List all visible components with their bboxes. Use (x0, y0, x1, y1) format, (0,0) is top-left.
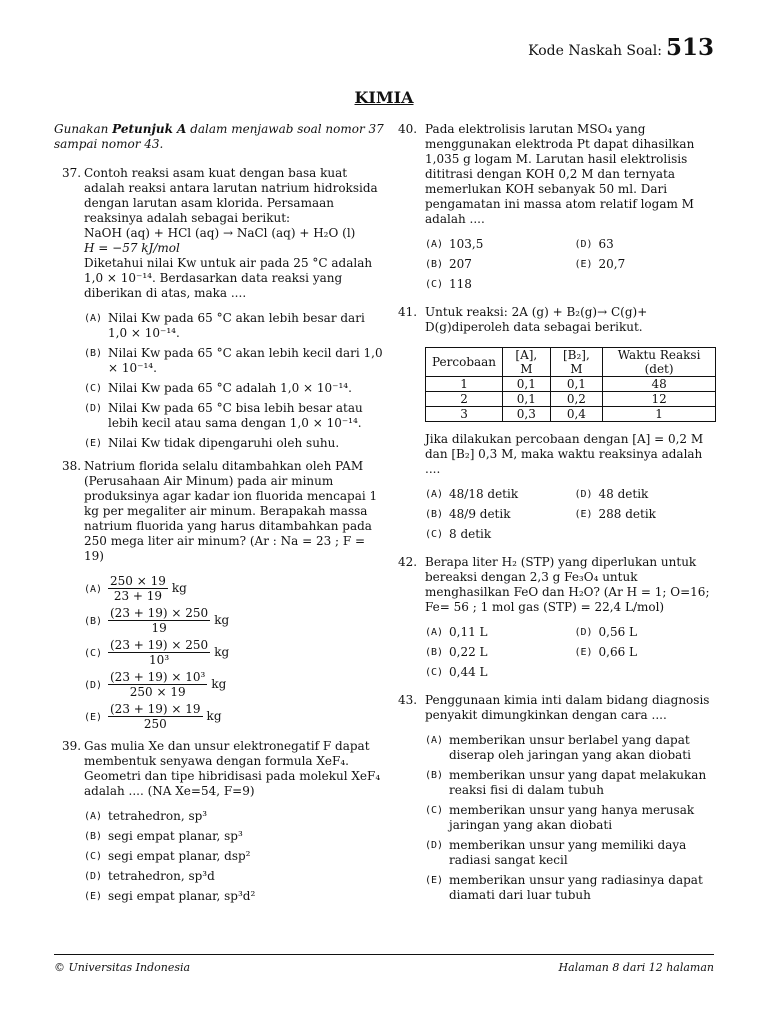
page-title: KIMIA (354, 88, 414, 107)
option-e[interactable]: (E) 0,66 L (574, 645, 638, 659)
footer-page-number: Halaman 8 dari 12 halaman (558, 961, 714, 974)
question-number: 43. (398, 693, 418, 707)
options (84, 574, 384, 731)
table-row: 2 0,1 0,2 12 (426, 392, 716, 407)
question-39 (54, 739, 384, 904)
question-text: Gas mulia Xe dan unsur elektronegatif F dapat membentuk senyawa dengan formula XeF₄. Geometri dan tipe hibridisasi pada molekul XeF₄ adalah .... (NA Xe=54, F=9) (84, 739, 381, 798)
question-text: Natrium florida selalu ditambahkan oleh PAM (Perusahaan Air Minum) pada air minum produksinya agar kadar ion fluorida mencapai 1 kg per megaliter air minum. Berapakah massa natrium fluorida yang harus ditambahkan pada 250 mega liter air minum? (Ar : Na = 23 ; F = 19) (84, 459, 378, 563)
table-row: 3 0,3 0,4 1 (426, 407, 716, 422)
question-text-2: Jika dilakukan percobaan dengan [A] = 0,2 M dan [B₂] 0,3 M, maka waktu reaksinya adalah .... (425, 432, 704, 476)
question-42 (398, 555, 716, 685)
fraction: $\frac{(23 + 19) \times 250}{\text{10³}}$ (110, 638, 209, 667)
option-b[interactable]: (B) 207 (425, 257, 472, 271)
equation: NaOH (aq) + HCl (aq) → NaCl (aq) + H₂O (l) (84, 226, 356, 240)
option-b[interactable]: (B) 48/9 detik (425, 507, 511, 521)
option-d[interactable]: (D) tetrahedron, sp³d (84, 869, 215, 883)
option-b[interactable]: (B) segi empat planar, sp³ (84, 829, 243, 843)
table-header-row: Percobaan [A], M [B₂], M Waktu Reaksi (det) (426, 348, 716, 377)
question-text: Berapa liter H₂ (STP) yang diperlukan untuk bereaksi dengan 2,3 g Fe₃O₄ untuk menghasilkan FeO dan H₂O? (Ar H = 1; O=16; Fe= 56 ; 1 mol gas (STP) = 22,4 L/mol) (425, 555, 710, 614)
option-d[interactable]: (D) $\frac{\text{(23 + 19) × 10³}}{250 \times 19}$ kg (84, 670, 227, 699)
option-d[interactable]: (D) 0,56 L (574, 625, 638, 639)
options (84, 809, 384, 904)
options (425, 625, 716, 685)
option-e[interactable]: (E) 288 detik (574, 507, 656, 521)
option-a[interactable]: (A) Nilai Kw pada 65 °C akan lebih besar dari 1,0 × 10⁻¹⁴. (84, 311, 365, 340)
fraction: $\frac{\text{(23 + 19) × 10³}}{250 \times 19}$ (110, 670, 206, 699)
option-d[interactable]: (D) 48 detik (574, 487, 649, 501)
question-text-2: Diketahui nilai Kw untuk air pada 25 °C adalah 1,0 × 10⁻¹⁴. Berdasarkan data reaksi yang diberikan di atas, maka .... (84, 256, 373, 300)
options (425, 733, 716, 903)
option-b[interactable]: (B) $\frac{(23 + 19) \times 250}{19}$ kg (84, 606, 230, 635)
option-c[interactable]: (C) 118 (425, 277, 472, 291)
question-text: Contoh reaksi asam kuat dengan basa kuat adalah reaksi antara larutan natrium hidroksida dengan larutan asam klorida. Persamaan reaksinya adalah sebagai berikut: (84, 166, 378, 225)
options (84, 311, 384, 451)
question-text: Pada elektrolisis larutan MSO₄ yang menggunakan elektroda Pt dapat dihasilkan 1,035 g logam M. Larutan hasil elektrolisis dititrasi dengan KOH 0,2 M dan ternyata memerlukan KOH sebanyak 50 ml. Dari pengamatan ini massa atom relatif logam M adalah .... (425, 122, 695, 226)
option-a[interactable]: (A) memberikan unsur berlabel yang dapat diserap oleh jaringan yang akan diobati (425, 733, 691, 762)
footer-divider (54, 954, 714, 955)
question-number: 38. (62, 459, 82, 473)
option-c[interactable]: (C) $\frac{(23 + 19) \times 250}{\text{10³}}$ kg (84, 638, 230, 667)
question-41 (398, 305, 716, 547)
option-c[interactable]: (C) Nilai Kw pada 65 °C adalah 1,0 × 10⁻¹⁴. (84, 381, 352, 395)
option-d[interactable]: (D) memberikan unsur yang memiliki daya radiasi sangat kecil (425, 838, 687, 867)
options (425, 487, 716, 547)
option-e[interactable]: (E) Nilai Kw tidak dipengaruhi oleh suhu. (84, 436, 340, 450)
option-c[interactable]: (C) 8 detik (425, 527, 492, 541)
question-number: 37. (62, 166, 82, 180)
equation-enthalpy: H = −57 kJ/mol (84, 241, 180, 255)
footer-copyright: © Universitas Indonesia (54, 961, 191, 974)
option-a[interactable]: (A) 48/18 detik (425, 487, 519, 501)
question-40 (398, 122, 716, 297)
question-number: 40. (398, 122, 418, 136)
option-c[interactable]: (C) 0,44 L (425, 665, 488, 679)
fraction: $\frac{250 \times 19}{23 + 19}$ (110, 574, 166, 603)
question-number: 41. (398, 305, 418, 319)
question-number: 42. (398, 555, 418, 569)
options (425, 237, 716, 297)
option-c[interactable]: (C) memberikan unsur yang hanya merusak jaringan yang akan diobati (425, 803, 695, 832)
option-a[interactable]: (A) 0,11 L (425, 625, 488, 639)
option-a[interactable]: (A) 103,5 (425, 237, 484, 251)
option-e[interactable]: (E) segi empat planar, sp³d² (84, 889, 256, 903)
exam-code-label: Kode Naskah Soal: (528, 43, 662, 59)
right-column (398, 122, 716, 911)
question-text: Untuk reaksi: 2A (g) + B₂(g)→ C(g)+ D(g)diperoleh data sebagai berikut. (425, 305, 648, 334)
option-a[interactable]: (A) tetrahedron, sp³ (84, 809, 208, 823)
option-d[interactable]: (D) Nilai Kw pada 65 °C bisa lebih besar atau lebih kecil atau sama dengan 1,0 × 10⁻¹⁴. (84, 401, 363, 430)
option-b[interactable]: (B) 0,22 L (425, 645, 488, 659)
instruction: Gunakan Petunjuk A dalam menjawab soal nomor 37 sampai nomor 43. (54, 122, 384, 151)
question-37 (54, 166, 384, 451)
option-e[interactable]: (E) $\frac{(23 + 19) \times 19}{250}$ kg (84, 702, 222, 731)
exam-code (528, 34, 714, 61)
fraction: $\frac{(23 + 19) \times 19}{250}$ (110, 702, 201, 731)
option-e[interactable]: (E) memberikan unsur yang radiasinya dapat diamati dari luar tubuh (425, 873, 703, 902)
option-d[interactable]: (D) 63 (574, 237, 614, 251)
question-number: 39. (62, 739, 82, 753)
option-b[interactable]: (B) memberikan unsur yang dapat melakukan reaksi fisi di dalam tubuh (425, 768, 707, 797)
question-43 (398, 693, 716, 903)
data-table (425, 347, 716, 422)
question-text: Penggunaan kimia inti dalam bidang diagnosis penyakit dimungkinkan dengan cara .... (425, 693, 710, 722)
question-38 (54, 459, 384, 731)
exam-code-number: 513 (665, 34, 714, 61)
option-e[interactable]: (E) 20,7 (574, 257, 626, 271)
option-a[interactable]: (A) $\frac{250 \times 19}{23 + 19}$ kg (84, 574, 187, 603)
option-c[interactable]: (C) segi empat planar, dsp² (84, 849, 251, 863)
table-row: 1 0,1 0,1 48 (426, 377, 716, 392)
left-column (54, 122, 384, 912)
option-b[interactable]: (B) Nilai Kw pada 65 °C akan lebih kecil dari 1,0 × 10⁻¹⁴. (84, 346, 383, 375)
fraction: $\frac{(23 + 19) \times 250}{19}$ (110, 606, 209, 635)
